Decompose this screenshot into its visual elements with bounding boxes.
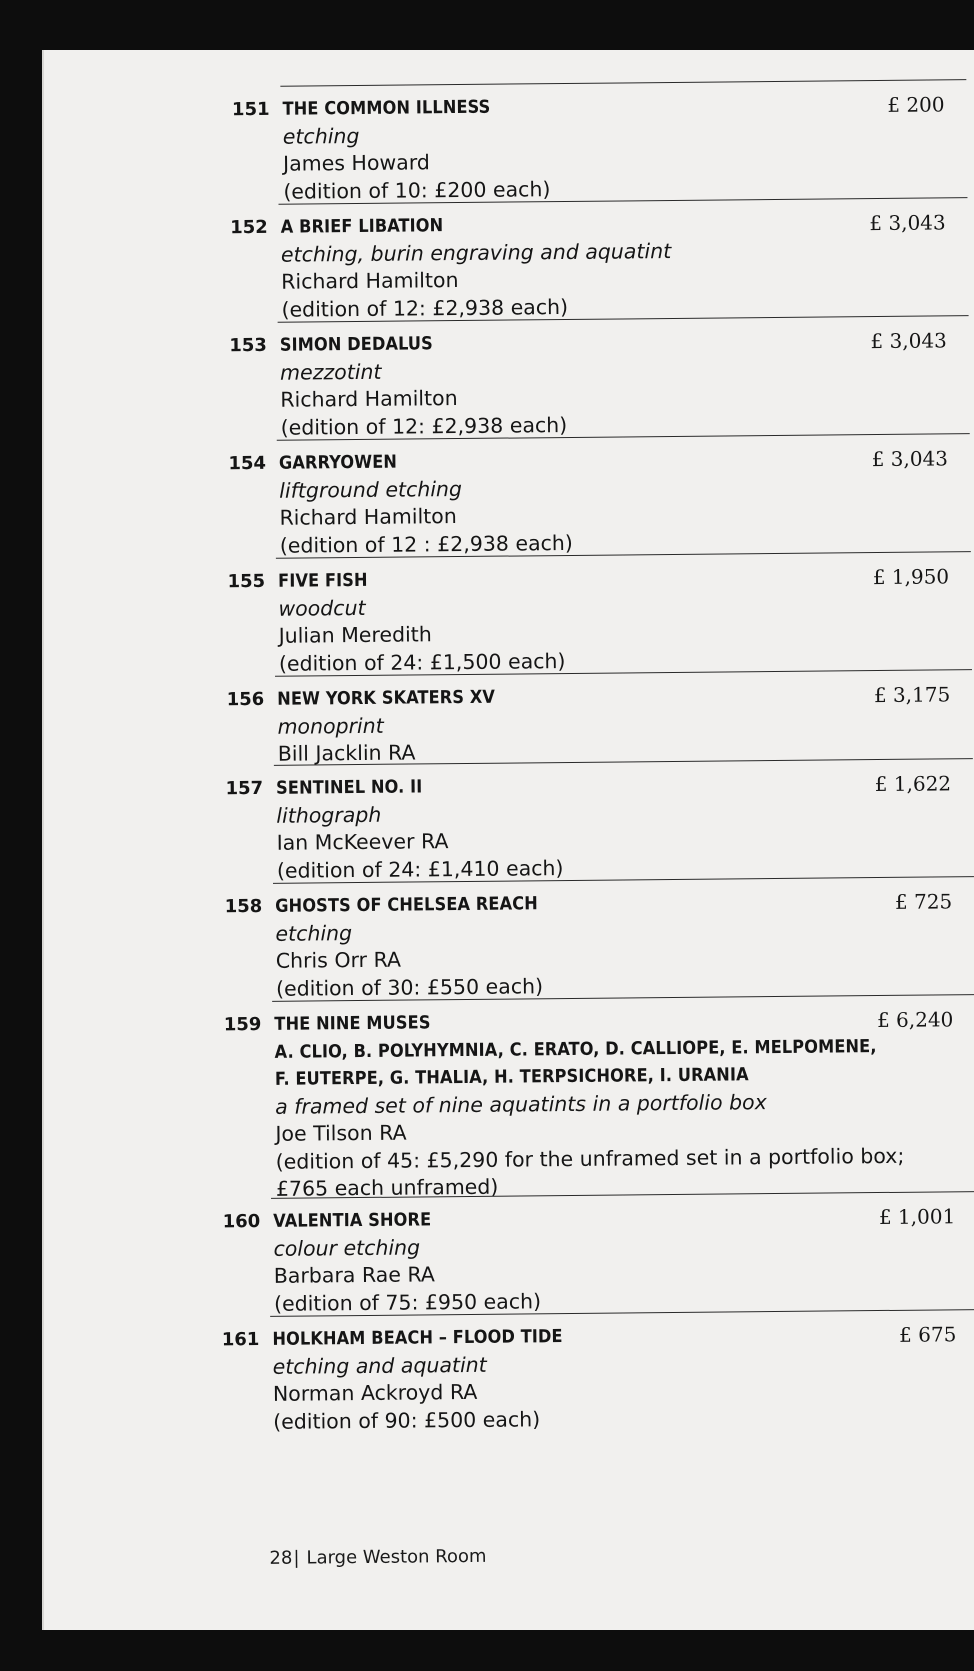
artwork-medium: etching	[275, 920, 353, 946]
artwork-medium: etching and aquatint	[272, 1352, 487, 1379]
lot-number: 152	[230, 216, 268, 239]
edition-info: (edition of 30: £550 each)	[275, 973, 544, 1001]
entry-list	[44, 41, 974, 1630]
artwork-medium: liftground etching	[279, 476, 463, 503]
artwork-title: GHOSTS OF CHELSEA REACH	[275, 893, 538, 917]
edition-info: (edition of 75: £950 each)	[273, 1288, 542, 1316]
artwork-price: £ 1,001	[878, 1204, 956, 1230]
artist-name: Richard Hamilton	[279, 504, 457, 530]
artist-name: Norman Ackroyd RA	[272, 1379, 478, 1406]
artwork-price: £ 1,950	[872, 564, 950, 590]
artwork-price: £ 3,043	[870, 328, 947, 354]
artwork-price: £ 725	[894, 889, 953, 914]
artwork-price: £ 675	[898, 1322, 957, 1347]
lot-number: 154	[228, 452, 267, 475]
edition-info: (edition of 45: £5,290 for the unframed set in a portfolio box;	[275, 1143, 905, 1174]
edition-info: (edition of 12: £2,938 each)	[281, 294, 569, 322]
artist-name: James Howard	[282, 150, 430, 176]
artwork-price: £ 200	[887, 92, 945, 117]
artist-name: Barbara Rae RA	[273, 1262, 435, 1288]
artist-name: Bill Jacklin RA	[277, 740, 416, 766]
artwork-price: £ 6,240	[876, 1007, 954, 1033]
lot-number: 155	[227, 570, 266, 593]
artwork-medium: colour etching	[273, 1234, 421, 1261]
artwork-title: SIMON DEDALUS	[279, 333, 433, 356]
page-number: 28	[269, 1547, 293, 1569]
lot-number: 156	[226, 688, 265, 711]
catalogue-page	[44, 50, 974, 1630]
edition-info: (edition of 90: £500 each)	[273, 1406, 541, 1434]
artist-name: Julian Meredith	[278, 622, 432, 648]
artist-name: Richard Hamilton	[280, 386, 458, 412]
edition-info-continued: £765 each unframed)	[275, 1174, 499, 1201]
artwork-medium: etching	[282, 123, 360, 149]
artwork-title: NEW YORK SKATERS XV	[277, 686, 496, 710]
artwork-price: £ 3,043	[869, 210, 946, 236]
artist-name: Chris Orr RA	[275, 947, 402, 973]
artwork-title: VALENTIA SHORE	[273, 1209, 432, 1232]
artwork-medium: lithograph	[276, 802, 382, 828]
artwork-title: SENTINEL NO. II	[275, 776, 423, 799]
footer-separator: |	[293, 1547, 300, 1569]
artwork-medium: etching, burin engraving and aquatint	[280, 238, 672, 267]
artwork-title: GARRYOWEN	[278, 451, 398, 474]
artwork-subtitle: A. CLIO, B. POLYHYMNIA, C. ERATO, D. CALLIOPE, E. MELPOMENE,	[274, 1035, 877, 1063]
artwork-price: £ 3,175	[873, 682, 951, 708]
artwork-title: A BRIEF LIBATION	[280, 215, 444, 238]
artwork-medium: woodcut	[278, 595, 366, 621]
artwork-medium: mezzotint	[279, 359, 382, 385]
artist-name: Joe Tilson RA	[275, 1120, 407, 1146]
artist-name: Ian McKeever RA	[276, 829, 449, 855]
lot-number: 159	[223, 1013, 262, 1036]
lot-number: 157	[225, 777, 264, 800]
edition-info: (edition of 24: £1,410 each)	[276, 855, 564, 883]
artwork-title: THE COMMON ILLNESS	[282, 96, 491, 120]
artwork-subtitle: F. EUTERPE, G. THALIA, H. TERPSICHORE, I. URANIA	[274, 1064, 749, 1090]
section-name: Large Weston Room	[306, 1545, 487, 1569]
edition-info: (edition of 24: £1,500 each)	[278, 648, 566, 676]
artwork-title: THE NINE MUSES	[274, 1012, 431, 1035]
edition-info: (edition of 12 : £2,938 each)	[279, 530, 573, 558]
artwork-price: £ 1,622	[874, 771, 952, 797]
artwork-title: FIVE FISH	[278, 569, 368, 592]
artwork-title: HOLKHAM BEACH – FLOOD TIDE	[272, 1326, 563, 1350]
edition-info: (edition of 12: £2,938 each)	[280, 412, 568, 440]
artwork-medium: monoprint	[277, 713, 384, 739]
artist-name: Richard Hamilton	[281, 268, 459, 294]
lot-number: 160	[222, 1210, 261, 1233]
lot-number: 153	[229, 334, 267, 357]
lot-number: 161	[221, 1328, 260, 1351]
entry-rule	[280, 79, 966, 87]
artwork-medium: a framed set of nine aquatints in a portfolio box	[275, 1089, 767, 1119]
catalogue-entry	[44, 79, 974, 204]
page-footer	[58, 1541, 974, 1569]
lot-number: 151	[231, 98, 270, 121]
artwork-price: £ 3,043	[871, 446, 949, 472]
lot-number: 158	[224, 895, 263, 918]
edition-info: (edition of 10: £200 each)	[283, 176, 551, 204]
